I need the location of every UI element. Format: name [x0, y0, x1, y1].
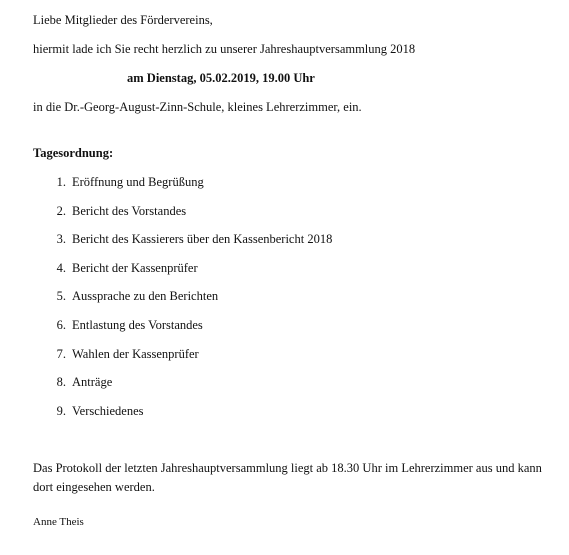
agenda-item-number: 8. — [56, 375, 66, 389]
meeting-location: in die Dr.-Georg-August-Zinn-Schule, kleines Lehrerzimmer, ein. — [33, 100, 362, 114]
agenda-item-text: Entlastung des Vorstandes — [72, 318, 203, 332]
agenda-item-text: Verschiedenes — [72, 404, 144, 418]
meeting-date: am Dienstag, 05.02.2019, 19.00 Uhr — [127, 71, 315, 85]
agenda-item-number: 9. — [56, 404, 66, 418]
invitation-text: hiermit lade ich Sie recht herzlich zu unserer Jahreshauptversammlung 2018 — [33, 42, 416, 56]
agenda-item-number: 5. — [56, 289, 66, 303]
agenda-item-number: 3. — [56, 232, 66, 246]
agenda-item-text: Bericht des Kassierers über den Kassenbericht 2018 — [72, 232, 333, 246]
protocol-note: Das Protokoll der letzten Jahreshauptversammlung liegt ab 18.30 Uhr im Lehrerzimmer aus und kann dort eingesehen werden. — [33, 461, 542, 494]
salutation: Liebe Mitglieder des Fördervereins, — [33, 13, 213, 27]
signature: Anne Theis — [33, 516, 84, 528]
agenda-item-number: 1. — [56, 175, 66, 189]
agenda-item-number: 7. — [56, 347, 66, 361]
agenda-item-text: Bericht des Vorstandes — [72, 204, 187, 218]
agenda-heading: Tagesordnung: — [33, 146, 114, 160]
agenda-item-text: Wahlen der Kassenprüfer — [72, 347, 199, 361]
agenda-item-text: Eröffnung und Begrüßung — [72, 175, 204, 189]
agenda-item-number: 4. — [56, 261, 66, 275]
agenda-item-text: Anträge — [72, 375, 113, 389]
agenda-item-text: Aussprache zu den Berichten — [72, 289, 219, 303]
agenda-item-number: 6. — [56, 318, 66, 332]
agenda-item-number: 2. — [56, 204, 66, 218]
agenda-item-text: Bericht der Kassenprüfer — [72, 261, 198, 275]
